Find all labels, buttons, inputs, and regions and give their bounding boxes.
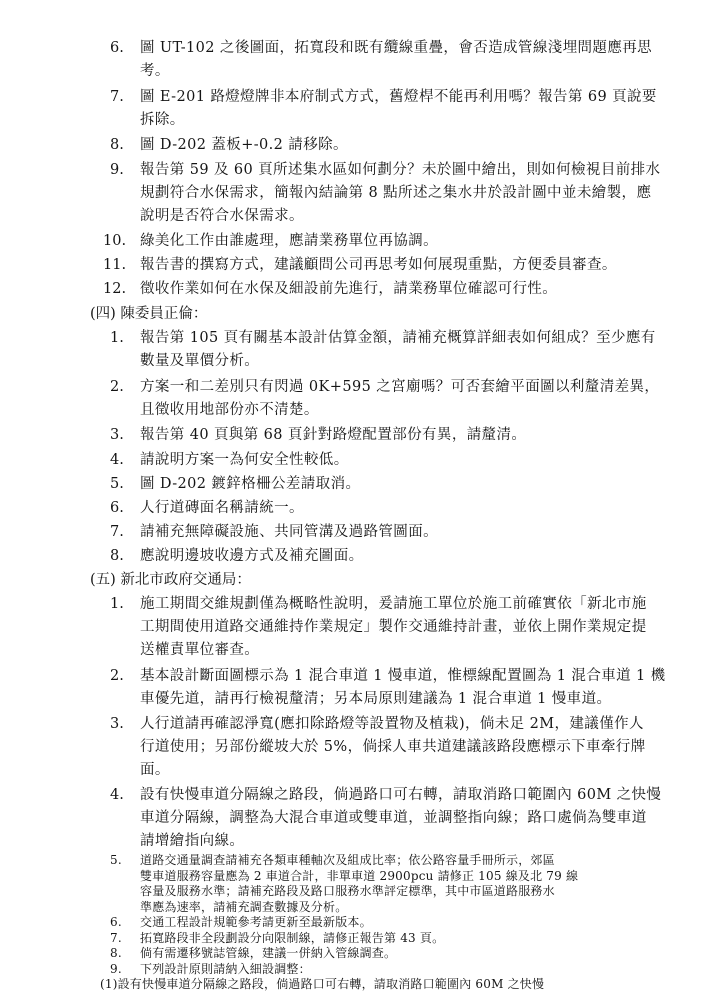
item-text: 基本設計斷面圖標示為 1 混合車道 1 慢車道，惟標線配置圖為 1 混合車道 1 機 (140, 668, 666, 684)
item-text: 圖 D-202 鍍鋅格柵公差請取消。 (140, 476, 361, 492)
item-number: 12. (103, 281, 127, 297)
item-text: 行道使用；另部份縱坡大於 5%，倘採人車共道建議該路段應標示下車牽行牌 (140, 739, 646, 755)
item-text: 送權責單位審查。 (140, 642, 260, 658)
item-text: 圖 D-202 蓋板+-0.2 請移除。 (140, 137, 348, 153)
item-text: 容量及服務水準；請補充路段及路口服務水準評定標準，其中市區道路服務水 (140, 884, 555, 898)
item-text: 數量及單價分析。 (140, 353, 260, 369)
item-number: 6. (110, 500, 124, 516)
item-number: 5. (110, 853, 122, 867)
item-number: 5. (110, 476, 124, 492)
item-text: 方案一和二差別只有閃過 0K+595 之宮廟嗎？可否套繪平面圖以利釐清差異， (140, 379, 660, 395)
item-number: 3. (110, 716, 124, 732)
item-text: 報告書的撰寫方式，建議顧問公司再思考如何展現重點，方便委員審查。 (140, 257, 617, 273)
item-text: 報告第 40 頁與第 68 頁針對路燈配置部份有異，請釐清。 (140, 427, 527, 443)
item-text: 車優先道，請再行檢視釐清；另本局原則建議為 1 混合車道 1 慢車道。 (140, 691, 612, 707)
item-text: 應說明邊坡收邊方式及補充圖面。 (140, 548, 364, 564)
item-text: 施工期間交維規劃僅為概略性說明，爰請施工單位於施工前確實依「新北市施 (140, 596, 647, 612)
item-number: 9. (110, 162, 124, 178)
item-text: 雙車道服務容量應為 2 車道合計，非單車道 2900pcu 請修正 105 線及北 79 線 (140, 868, 579, 883)
item-text: 請說明方案一為何安全性較低。 (140, 452, 349, 468)
item-number: 6. (110, 40, 124, 56)
item-number: 1. (110, 330, 124, 346)
item-text: 徵收作業如何在水保及細設前先進行，請業務單位確認可行性。 (140, 281, 558, 297)
item-text: 拓寬路段非全段劃設分向限制線，請修正報告第 43 頁。 (140, 930, 445, 945)
item-text: 面。 (140, 762, 170, 778)
item-text: 工期間使用道路交通維持作業規定」製作交通維持計畫，並依上開作業規定提 (140, 619, 647, 635)
item-number: 8. (110, 548, 124, 564)
item-number: 6. (110, 915, 122, 929)
item-text: 下列設計原則請納入細設調整： (140, 961, 311, 976)
item-text: 準應為速率，請補充調查數據及分析。 (140, 899, 348, 914)
item-text: 報告第 59 及 60 頁所述集水區如何劃分？未於圖中繪出，則如何檢視目前排水 (140, 162, 661, 178)
item-number: 2. (110, 668, 124, 684)
item-number: 8. (110, 946, 122, 960)
item-text: 交通工程設計規範參考請更新至最新版本。 (140, 915, 372, 929)
sub-item-text: (1)設有快慢車道分隔線之路段，倘過路口可右轉，請取消路口範圍內 60M 之快慢 (100, 977, 545, 991)
item-number: 2. (110, 379, 124, 395)
item-number: 3. (110, 427, 124, 443)
item-text: 請增繪指向線。 (140, 833, 245, 849)
item-number: 4. (110, 787, 124, 803)
item-text: 考。 (140, 63, 170, 79)
section-heading: (五) 新北市政府交通局： (90, 572, 251, 588)
item-number: 1. (110, 596, 124, 612)
item-number: 7. (110, 930, 122, 945)
item-text: 人行道磚面名稱請統一。 (140, 500, 304, 516)
item-number: 7. (110, 524, 124, 540)
item-text: 綠美化工作由誰處理，應請業務單位再協調。 (140, 233, 438, 249)
item-text: 人行道請再確認淨寬(應扣除路燈等設置物及植栽)，倘未足 2M，建議僅作人 (140, 716, 644, 732)
item-text: 車道分隔線，調整為大混合車道或雙車道，並調整指向線；路口處倘為雙車道 (140, 810, 647, 826)
item-text: 圖 E-201 路燈燈牌非本府制式方式，舊燈桿不能再利用嗎？報告第 69 頁說要 (140, 89, 657, 105)
item-text: 拆除。 (140, 112, 185, 128)
item-text: 說明是否符合水保需求。 (140, 208, 304, 224)
item-number: 8. (110, 137, 124, 153)
item-text: 且徵收用地部份亦不清楚。 (140, 402, 319, 418)
item-text: 規劃符合水保需求，簡報內結論第 8 點所述之集水井於設計圖中並未繪製，應 (140, 185, 652, 201)
item-text: 道路交通量調查請補充各類車種軸次及組成比率；依公路容量手冊所示，郊區 (140, 853, 555, 867)
item-text: 請補充無障礙設施、共同管溝及過路管圖面。 (140, 524, 438, 540)
item-number: 4. (110, 452, 124, 468)
section-heading: (四) 陳委員正倫： (90, 306, 208, 322)
item-number: 11. (103, 257, 127, 273)
item-text: 設有快慢車道分隔線之路段，倘過路口可右轉，請取消路口範圍內 60M 之快慢 (140, 787, 662, 803)
item-number: 7. (110, 89, 124, 105)
item-text: 倘有需遷移號誌管線，建議一併納入管線調查。 (140, 946, 397, 960)
item-text: 報告第 105 頁有關基本設計估算金額，請補充概算詳細表如何組成？至少應有 (140, 330, 656, 346)
item-number: 10. (103, 233, 127, 249)
item-text: 圖 UT-102 之後圖面，拓寬段和既有纜線重疊，會否造成管線淺埋問題應再思 (140, 40, 653, 56)
item-number: 9. (110, 961, 122, 976)
